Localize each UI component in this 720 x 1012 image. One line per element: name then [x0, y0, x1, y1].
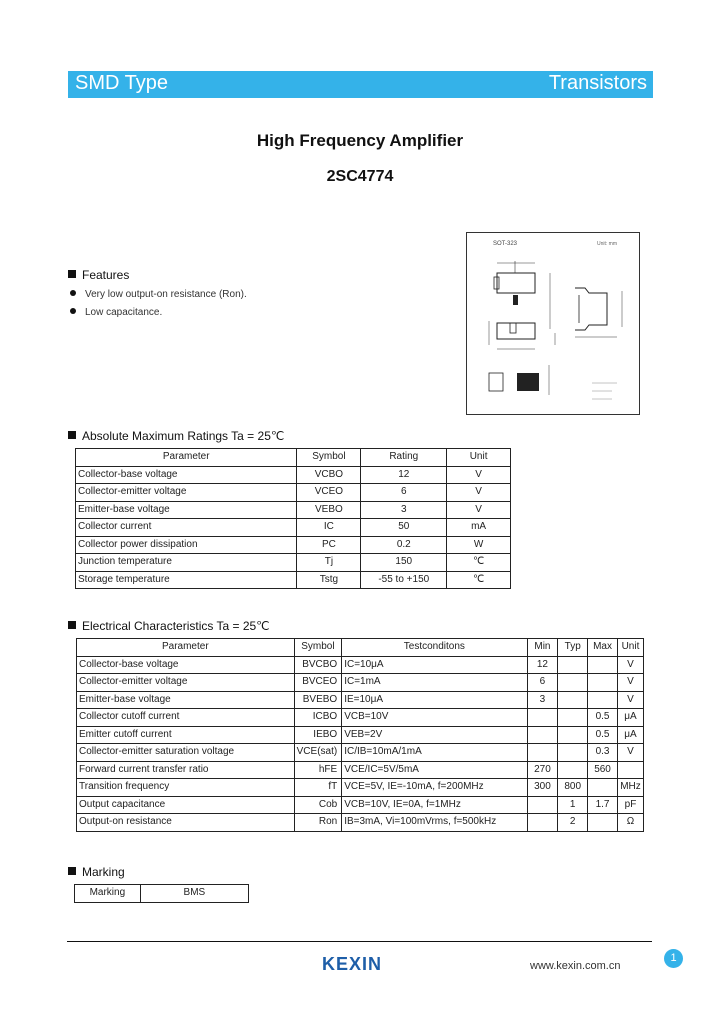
- column-header: Rating: [361, 449, 447, 467]
- table-cell: mA: [447, 519, 511, 537]
- table-cell: VCE=5V, IE=-10mA, f=200MHz: [342, 779, 527, 797]
- feature-item-text: Low capacitance.: [85, 307, 163, 318]
- table-cell: Storage temperature: [76, 571, 297, 589]
- table-cell: 3: [527, 691, 558, 709]
- table-cell: [588, 656, 618, 674]
- features-heading: [68, 268, 129, 282]
- table-cell: 12: [361, 466, 447, 484]
- marking-heading-text: Marking: [82, 865, 125, 879]
- table-cell: Junction temperature: [76, 554, 297, 572]
- table-cell: [588, 779, 618, 797]
- table-row: [77, 656, 644, 674]
- table-cell: 270: [527, 761, 558, 779]
- table-cell: 50: [361, 519, 447, 537]
- package-name-label: SOT-323: [493, 241, 518, 247]
- table-cell: V: [447, 466, 511, 484]
- table-cell: Collector-base voltage: [77, 656, 295, 674]
- table-cell: Transition frequency: [77, 779, 295, 797]
- table-cell: 6: [361, 484, 447, 502]
- table-cell: V: [447, 501, 511, 519]
- bullet-icon: [70, 308, 76, 314]
- table-row: [76, 536, 511, 554]
- table-cell: VCB=10V, IE=0A, f=1MHz: [342, 796, 527, 814]
- marking-label-cell: Marking: [75, 885, 141, 903]
- table-cell: [558, 761, 588, 779]
- table-cell: Tj: [297, 554, 361, 572]
- table-cell: 800: [558, 779, 588, 797]
- table-cell: IC=1mA: [342, 674, 527, 692]
- table-cell: VEB=2V: [342, 726, 527, 744]
- column-header: Symbol: [294, 639, 342, 657]
- table-cell: IEBO: [294, 726, 342, 744]
- table-cell: [527, 709, 558, 727]
- table-cell: Emitter cutoff current: [77, 726, 295, 744]
- table-row: [77, 744, 644, 762]
- section-square-icon: [68, 867, 76, 875]
- table-cell: Collector-base voltage: [76, 466, 297, 484]
- table-cell: μA: [617, 709, 643, 727]
- table-cell: [558, 674, 588, 692]
- table-cell: V: [447, 484, 511, 502]
- table-row: [77, 814, 644, 832]
- section-square-icon: [68, 621, 76, 629]
- table-cell: Cob: [294, 796, 342, 814]
- table-cell: 0.3: [588, 744, 618, 762]
- table-cell: V: [617, 691, 643, 709]
- table-row: [76, 554, 511, 572]
- table-cell: MHz: [617, 779, 643, 797]
- table-cell: 300: [527, 779, 558, 797]
- table-row: [77, 761, 644, 779]
- column-header: Parameter: [76, 449, 297, 467]
- table-row: [77, 691, 644, 709]
- column-header: Parameter: [77, 639, 295, 657]
- table-cell: ICBO: [294, 709, 342, 727]
- features-heading-text: Features: [82, 268, 130, 282]
- table-row: [77, 726, 644, 744]
- table-cell: Collector-emitter voltage: [77, 674, 295, 692]
- table-cell: VCE/IC=5V/5mA: [342, 761, 527, 779]
- table-cell: ℃: [447, 554, 511, 572]
- table-cell: V: [617, 744, 643, 762]
- table-cell: Collector current: [76, 519, 297, 537]
- table-cell: W: [447, 536, 511, 554]
- marking-heading: [68, 865, 125, 879]
- table-cell: Collector-emitter voltage: [76, 484, 297, 502]
- table-cell: [588, 674, 618, 692]
- table-cell: [558, 709, 588, 727]
- column-header: Unit: [447, 449, 511, 467]
- table-cell: hFE: [294, 761, 342, 779]
- table-cell: IC=10μA: [342, 656, 527, 674]
- bullet-icon: [70, 290, 76, 296]
- table-cell: [617, 761, 643, 779]
- part-number: 2SC4774: [326, 168, 394, 185]
- table-row: [76, 519, 511, 537]
- marking-table: [74, 884, 249, 903]
- table-cell: pF: [617, 796, 643, 814]
- table-header-row: [76, 449, 511, 467]
- table-cell: 2: [558, 814, 588, 832]
- footer-divider: [67, 941, 652, 942]
- table-cell: [558, 726, 588, 744]
- footer-url-link[interactable]: www.kexin.com.cn: [530, 960, 621, 972]
- section-square-icon: [68, 270, 76, 278]
- abs-max-table: [75, 448, 511, 589]
- table-cell: 1.7: [588, 796, 618, 814]
- table-cell: V: [617, 656, 643, 674]
- table-row: [77, 779, 644, 797]
- table-cell: [527, 744, 558, 762]
- column-header: Typ: [558, 639, 588, 657]
- table-cell: 6: [527, 674, 558, 692]
- column-header: Max: [588, 639, 618, 657]
- table-cell: VEBO: [297, 501, 361, 519]
- table-cell: 3: [361, 501, 447, 519]
- table-header-row: [77, 639, 644, 657]
- table-row: [77, 709, 644, 727]
- electrical-heading-text: Electrical Characteristics Ta = 25℃: [82, 619, 270, 633]
- table-cell: VCBO: [297, 466, 361, 484]
- header-right-label: Transistors: [548, 72, 647, 94]
- table-cell: Collector power dissipation: [76, 536, 297, 554]
- table-cell: [558, 691, 588, 709]
- table-cell: [558, 656, 588, 674]
- table-cell: 0.5: [588, 709, 618, 727]
- table-cell: Collector-emitter saturation voltage: [77, 744, 295, 762]
- table-cell: Ω: [617, 814, 643, 832]
- abs-max-heading-text: Absolute Maximum Ratings Ta = 25℃: [82, 429, 285, 443]
- electrical-table: [76, 638, 644, 832]
- header-bar: [68, 71, 653, 98]
- table-row: [75, 885, 249, 903]
- table-cell: ℃: [447, 571, 511, 589]
- table-cell: [588, 814, 618, 832]
- table-row: [77, 674, 644, 692]
- table-cell: 0.5: [588, 726, 618, 744]
- table-cell: μA: [617, 726, 643, 744]
- table-cell: 150: [361, 554, 447, 572]
- table-cell: Output capacitance: [77, 796, 295, 814]
- table-cell: 0.2: [361, 536, 447, 554]
- table-cell: Emitter-base voltage: [77, 691, 295, 709]
- header-left-label: SMD Type: [75, 72, 168, 94]
- table-cell: 1: [558, 796, 588, 814]
- table-cell: VCEO: [297, 484, 361, 502]
- column-header: Unit: [617, 639, 643, 657]
- table-row: [76, 571, 511, 589]
- column-header: Min: [527, 639, 558, 657]
- table-cell: 12: [527, 656, 558, 674]
- table-cell: IC/IB=10mA/1mA: [342, 744, 527, 762]
- table-row: [77, 796, 644, 814]
- table-cell: Tstg: [297, 571, 361, 589]
- feature-item-text: Very low output-on resistance (Ron).: [85, 289, 247, 300]
- table-cell: IE=10μA: [342, 691, 527, 709]
- table-cell: -55 to +150: [361, 571, 447, 589]
- table-cell: Ron: [294, 814, 342, 832]
- document-title: High Frequency Amplifier: [256, 131, 464, 150]
- abs-max-heading: [68, 429, 284, 443]
- feature-item: [70, 307, 162, 318]
- table-row: [76, 501, 511, 519]
- electrical-heading: [68, 619, 270, 633]
- table-cell: [527, 726, 558, 744]
- table-cell: BVCEO: [294, 674, 342, 692]
- table-cell: [588, 691, 618, 709]
- table-row: [76, 466, 511, 484]
- kexin-logo: KEXIN: [322, 954, 383, 974]
- table-cell: fT: [294, 779, 342, 797]
- feature-item: [70, 289, 247, 300]
- package-drawing: [466, 232, 640, 415]
- page-number-badge: 1: [664, 949, 683, 968]
- table-cell: IB=3mA, Vi=100mVrms, f=500kHz: [342, 814, 527, 832]
- table-cell: IC: [297, 519, 361, 537]
- column-header: Symbol: [297, 449, 361, 467]
- table-cell: PC: [297, 536, 361, 554]
- table-cell: Forward current transfer ratio: [77, 761, 295, 779]
- table-cell: Emitter-base voltage: [76, 501, 297, 519]
- table-cell: 560: [588, 761, 618, 779]
- table-cell: [558, 744, 588, 762]
- table-cell: V: [617, 674, 643, 692]
- table-cell: BVCBO: [294, 656, 342, 674]
- table-cell: [527, 796, 558, 814]
- package-unit-label: Unit: mm: [597, 241, 617, 247]
- section-square-icon: [68, 431, 76, 439]
- table-cell: VCB=10V: [342, 709, 527, 727]
- table-row: [76, 484, 511, 502]
- table-cell: [527, 814, 558, 832]
- table-cell: BVEBO: [294, 691, 342, 709]
- marking-value-cell: BMS: [140, 885, 248, 903]
- table-cell: Output-on resistance: [77, 814, 295, 832]
- column-header: Testconditons: [342, 639, 527, 657]
- package-outline-diagram: [467, 233, 639, 414]
- table-cell: VCE(sat): [294, 744, 342, 762]
- table-cell: Collector cutoff current: [77, 709, 295, 727]
